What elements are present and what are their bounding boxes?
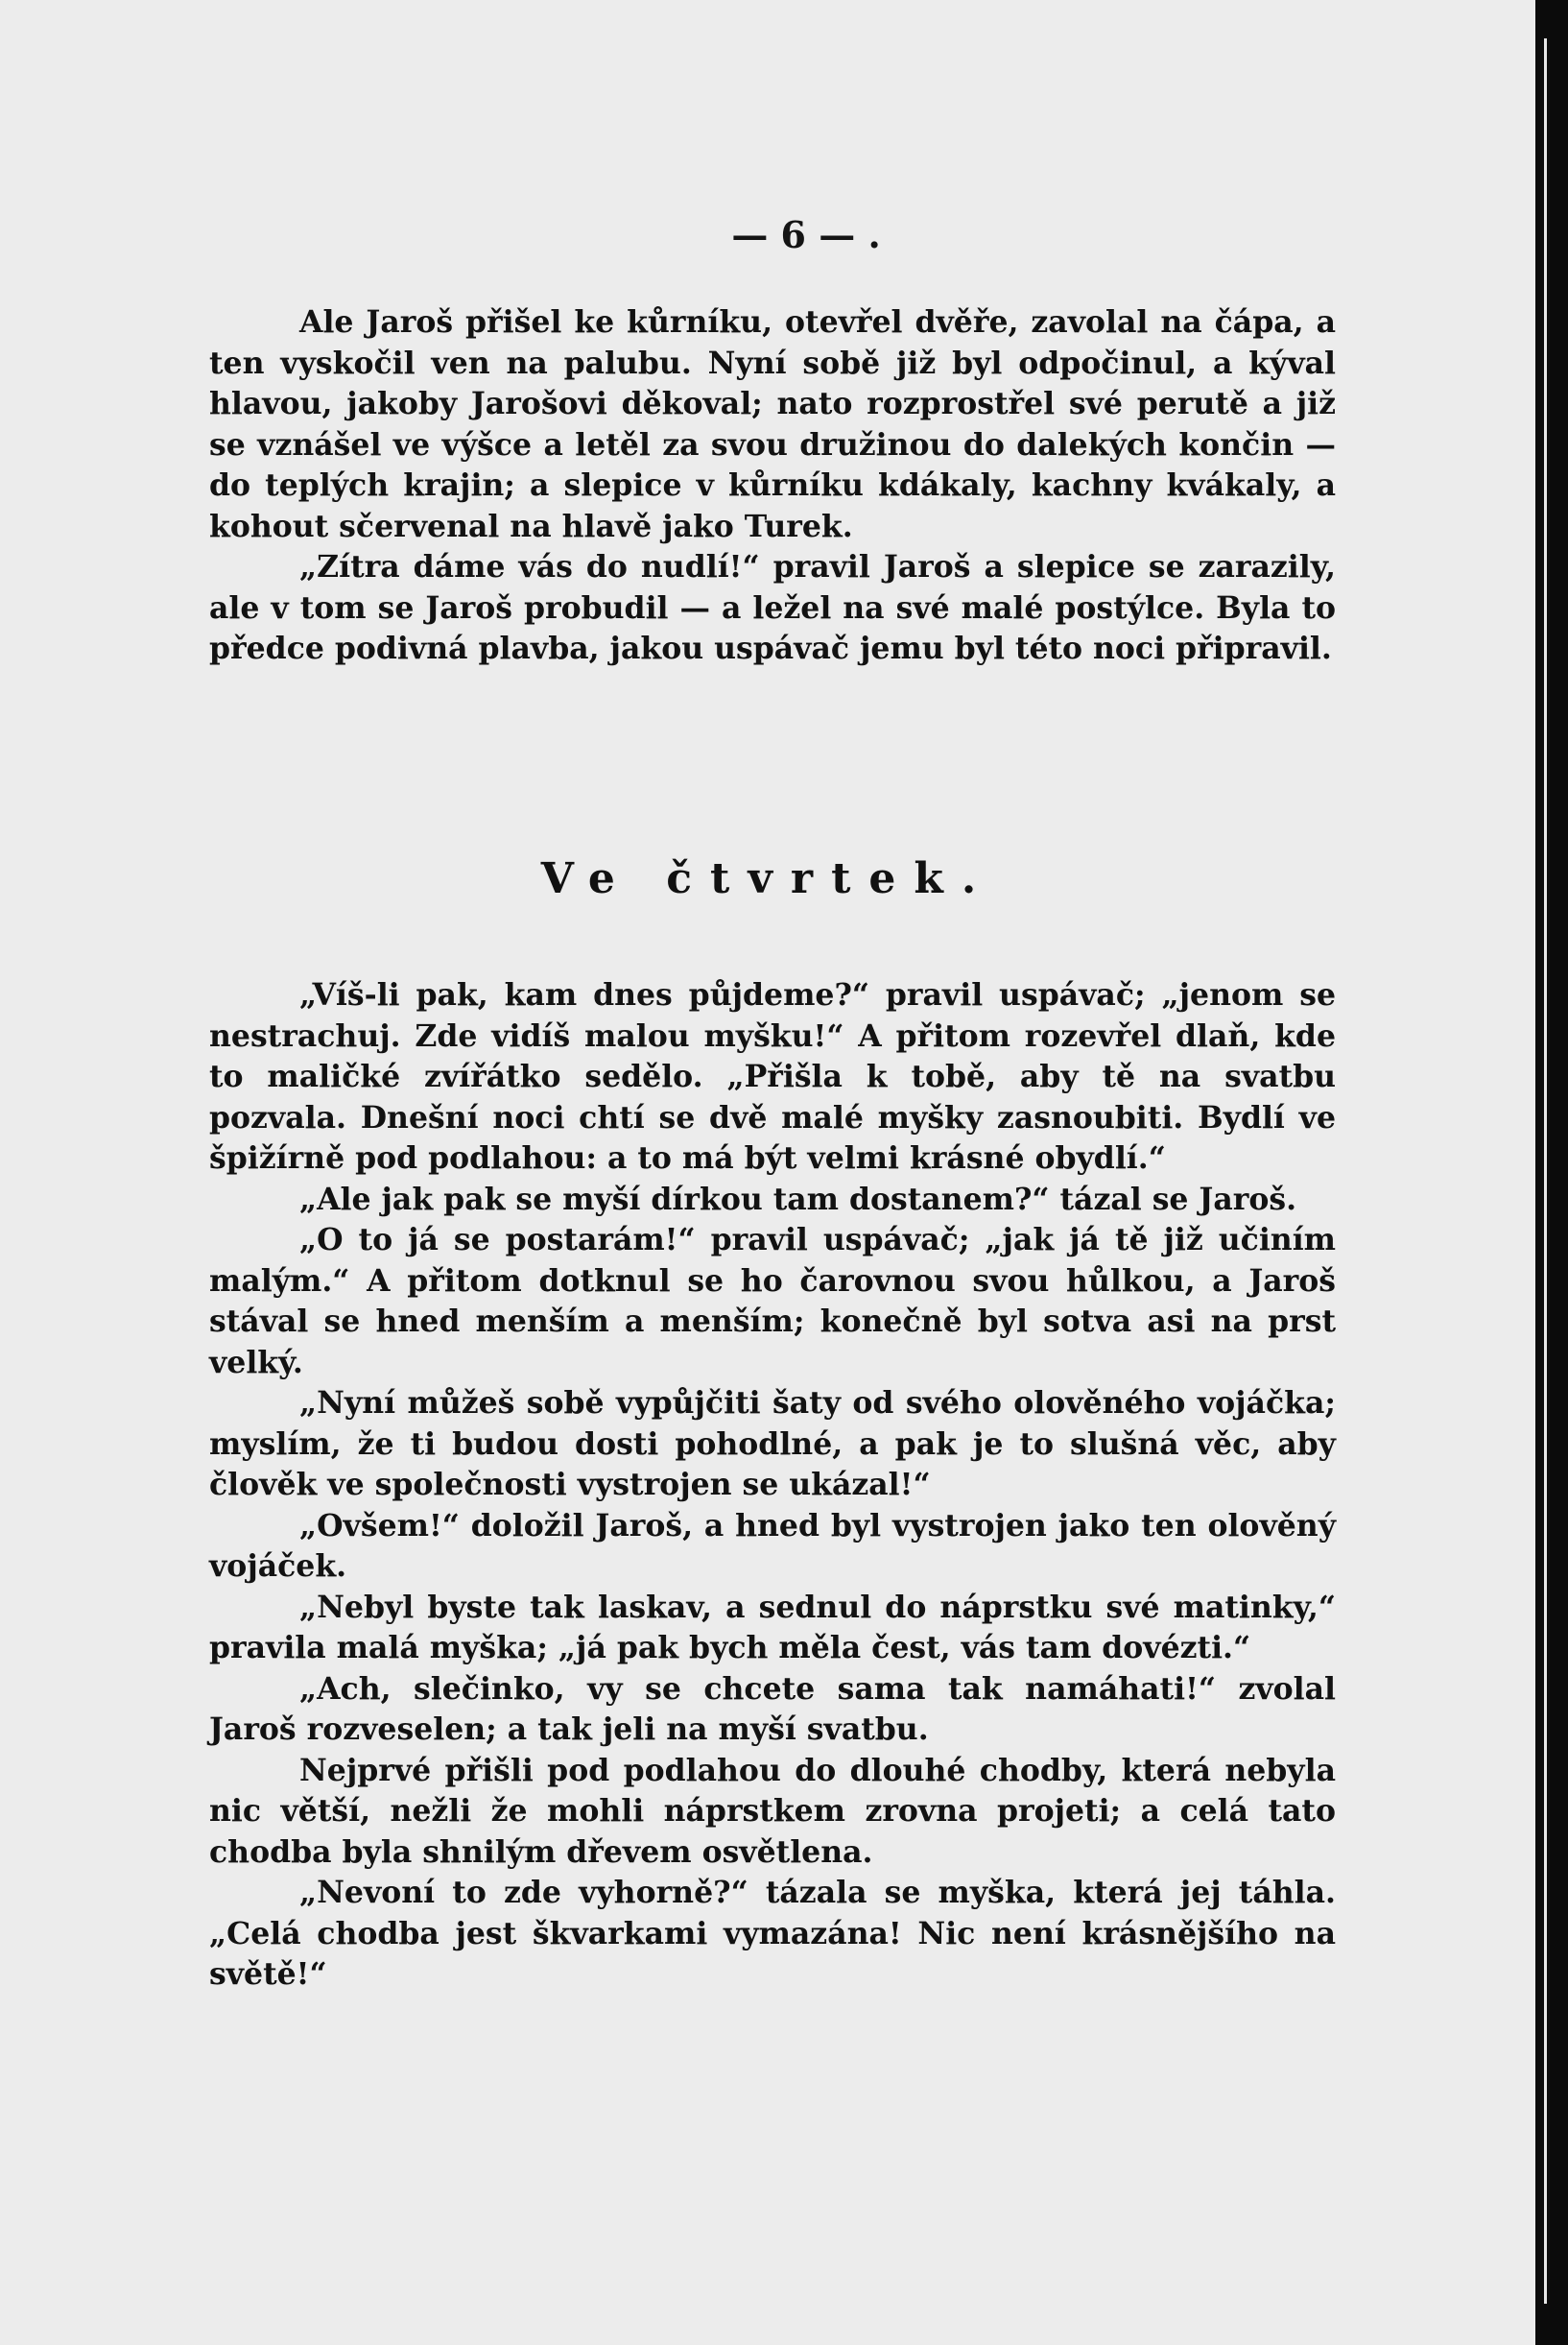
paragraph: „Ale jak pak se myší dírkou tam dostanem?“ tázal se Jaroš.: [299, 1181, 1297, 1217]
paragraph: „Zítra dáme vás do nudlí!“ pravil Jaroš a slepice se zarazily, ale v tom se Jaroš probudil — a ležel na své malé postýlce. Byla to předce podivná plavba, jakou uspávač jemu byl této noci připravil.: [209, 549, 1336, 666]
paragraph: „Ovšem!“ doložil Jaroš, a hned byl vystrojen jako ten olověný vojáček.: [209, 1507, 1336, 1584]
paragraph: „Nevoní to zde vyhorně?“ tázala se myška, která jej táhla. „Celá chodba jest škvarkami vymazána! Nic není krásnějšího na světě!“: [209, 1875, 1336, 1992]
paragraph: Ale Jaroš přišel ke kůrníku, otevřel dvěře, zavolal na čápa, a ten vyskočil ven na palubu. Nyní sobě již byl odpočinul, a kýval hlavou, jakoby Jarošovi děkoval; nato rozprostřel své perutě a již se vznášel ve výšce a letěl za svou družinou do dalekých končin — do teplých krajin; a slepice v kůrníku kdákaly, kachny kvákaly, a kohout sčervenal na hlavě jako Turek.: [209, 304, 1336, 544]
text-block-top: [209, 302, 1336, 670]
paragraph: „Víš-li pak, kam dnes půjdeme?“ pravil uspávač; „jenom se nestrachuj. Zde vidíš malou myšku!“ A přitom rozevřel dlaň, kde to maličké zvířátko sedělo. „Přišla k tobě, aby tě na svatbu pozvala. Dnešní noci chtí se dvě malé myšky zasnoubiti. Bydlí ve špižírně pod podlahou: a to má být velmi krásné obydlí.“: [209, 977, 1336, 1176]
page-number: — 6 — .: [731, 213, 881, 256]
paragraph: Nejprvé přišli pod podlahou do dlouhé chodby, která nebyla nic větší, nežli že mohli náprstkem zrovna projeti; a celá tato chodba byla shnilým dřevem osvětlena.: [209, 1752, 1336, 1870]
paragraph: „Ach, slečinko, vy se chcete sama tak namáhati!“ zvolal Jaroš rozveselen; a tak jeli na myší svatbu.: [209, 1670, 1336, 1747]
scan-dark-edge: [1535, 0, 1568, 2345]
paragraph: „O to já se postarám!“ pravil uspávač; „jak já tě již učiním malým.“ A přitom dotknul se ho čarovnou svou hůlkou, a Jaroš stával se hned menším a menším; konečně byl sotva asi na prst velký.: [209, 1222, 1336, 1380]
text-block-section: [209, 975, 1336, 1996]
paragraph: „Nyní můžeš sobě vypůjčiti šaty od svého olověného vojáčka; myslím, že ti budou dosti pohodlné, a pak je to slušná věc, aby člověk ve společnosti vystrojen se ukázal!“: [209, 1385, 1336, 1502]
section-heading: Ve čtvrtek.: [540, 854, 995, 903]
scan-edge-line: [1544, 38, 1547, 2304]
paragraph: „Nebyl byste tak laskav, a sednul do náprstku své matinky,“ pravila malá myška; „já pak bych měla čest, vás tam dovézti.“: [209, 1589, 1336, 1665]
